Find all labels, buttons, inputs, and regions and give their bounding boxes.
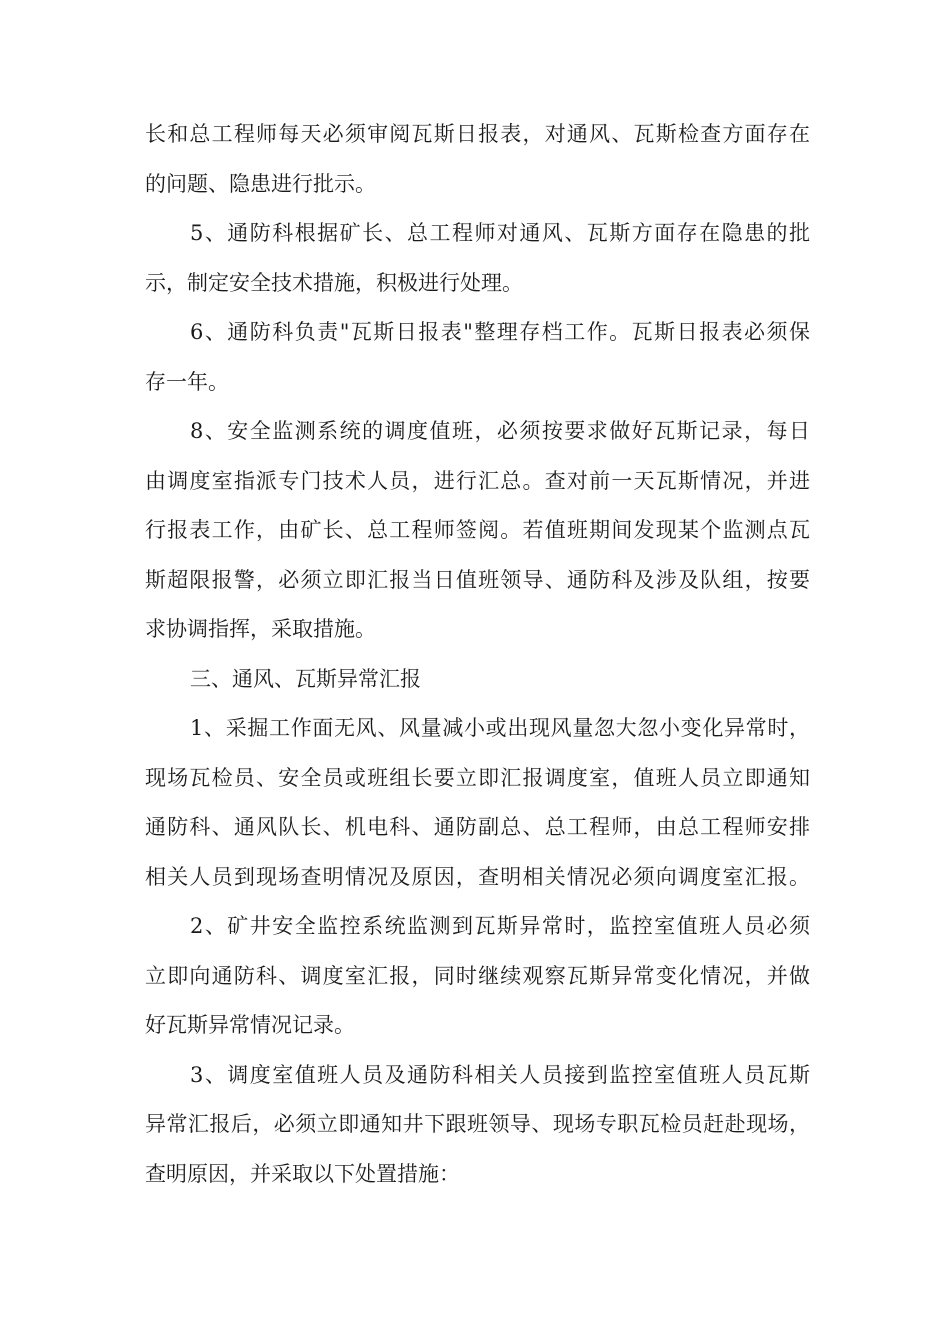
text-line: 行报表工作，由矿长、总工程师签阅。若值班期间发现某个监测点瓦 [145,518,810,542]
text-line: 5、通防科根据矿长、总工程师对通风、瓦斯方面存在隐患的批 [190,221,810,245]
text-line: 3、调度室值班人员及通防科相关人员接到监控室值班人员瓦斯 [190,1062,810,1087]
text-line: 存一年。 [145,369,229,394]
document-body [145,110,810,1199]
text-line: 通防科、通风队长、机电科、通防副总、总工程师，由总工程师安排 [145,815,810,839]
text-line: 求协调指挥，采取措施。 [145,617,376,641]
text-line: 2、矿井安全监控系统监测到瓦斯异常时，监控室值班人员必须 [190,914,810,938]
text-line: 立即向通防科、调度室汇报，同时继续观察瓦斯异常变化情况，并做 [145,963,810,988]
text-line: 好瓦斯异常情况记录。 [145,1013,355,1037]
text-line: 相关人员到现场查明情况及原因，查明相关情况必须向调度室汇报。 [145,864,810,889]
text-line: 三、通风、瓦斯异常汇报 [190,666,421,691]
text-line: 示，制定安全技术措施，积极进行处理。 [145,270,523,295]
text-line: 斯超限报警，必须立即汇报当日值班领导、通防科及涉及队组，按要 [145,567,810,592]
text-line: 异常汇报后，必须立即通知井下跟班领导、现场专职瓦检员赶赴现场， [145,1112,810,1136]
text-line: 由调度室指派专门技术人员，进行汇总。查对前一天瓦斯情况，并进 [145,468,810,493]
text-line: 长和总工程师每天必须审阅瓦斯日报表，对通风、瓦斯检查方面存在 [145,122,810,146]
text-line: 8、安全监测系统的调度值班，必须按要求做好瓦斯记录，每日 [190,419,810,443]
text-line: 的问题、隐患进行批示。 [145,171,376,196]
text-line: 6、通防科负责"瓦斯日报表"整理存档工作。瓦斯日报表必须保 [190,320,810,344]
text-line: 1、采掘工作面无风、风量减小或出现风量忽大忽小变化异常时， [190,716,810,740]
text-line: 查明原因，并采取以下处置措施： [145,1161,460,1186]
text-line: 现场瓦检员、安全员或班组长要立即汇报调度室，值班人员立即通知 [145,765,810,790]
